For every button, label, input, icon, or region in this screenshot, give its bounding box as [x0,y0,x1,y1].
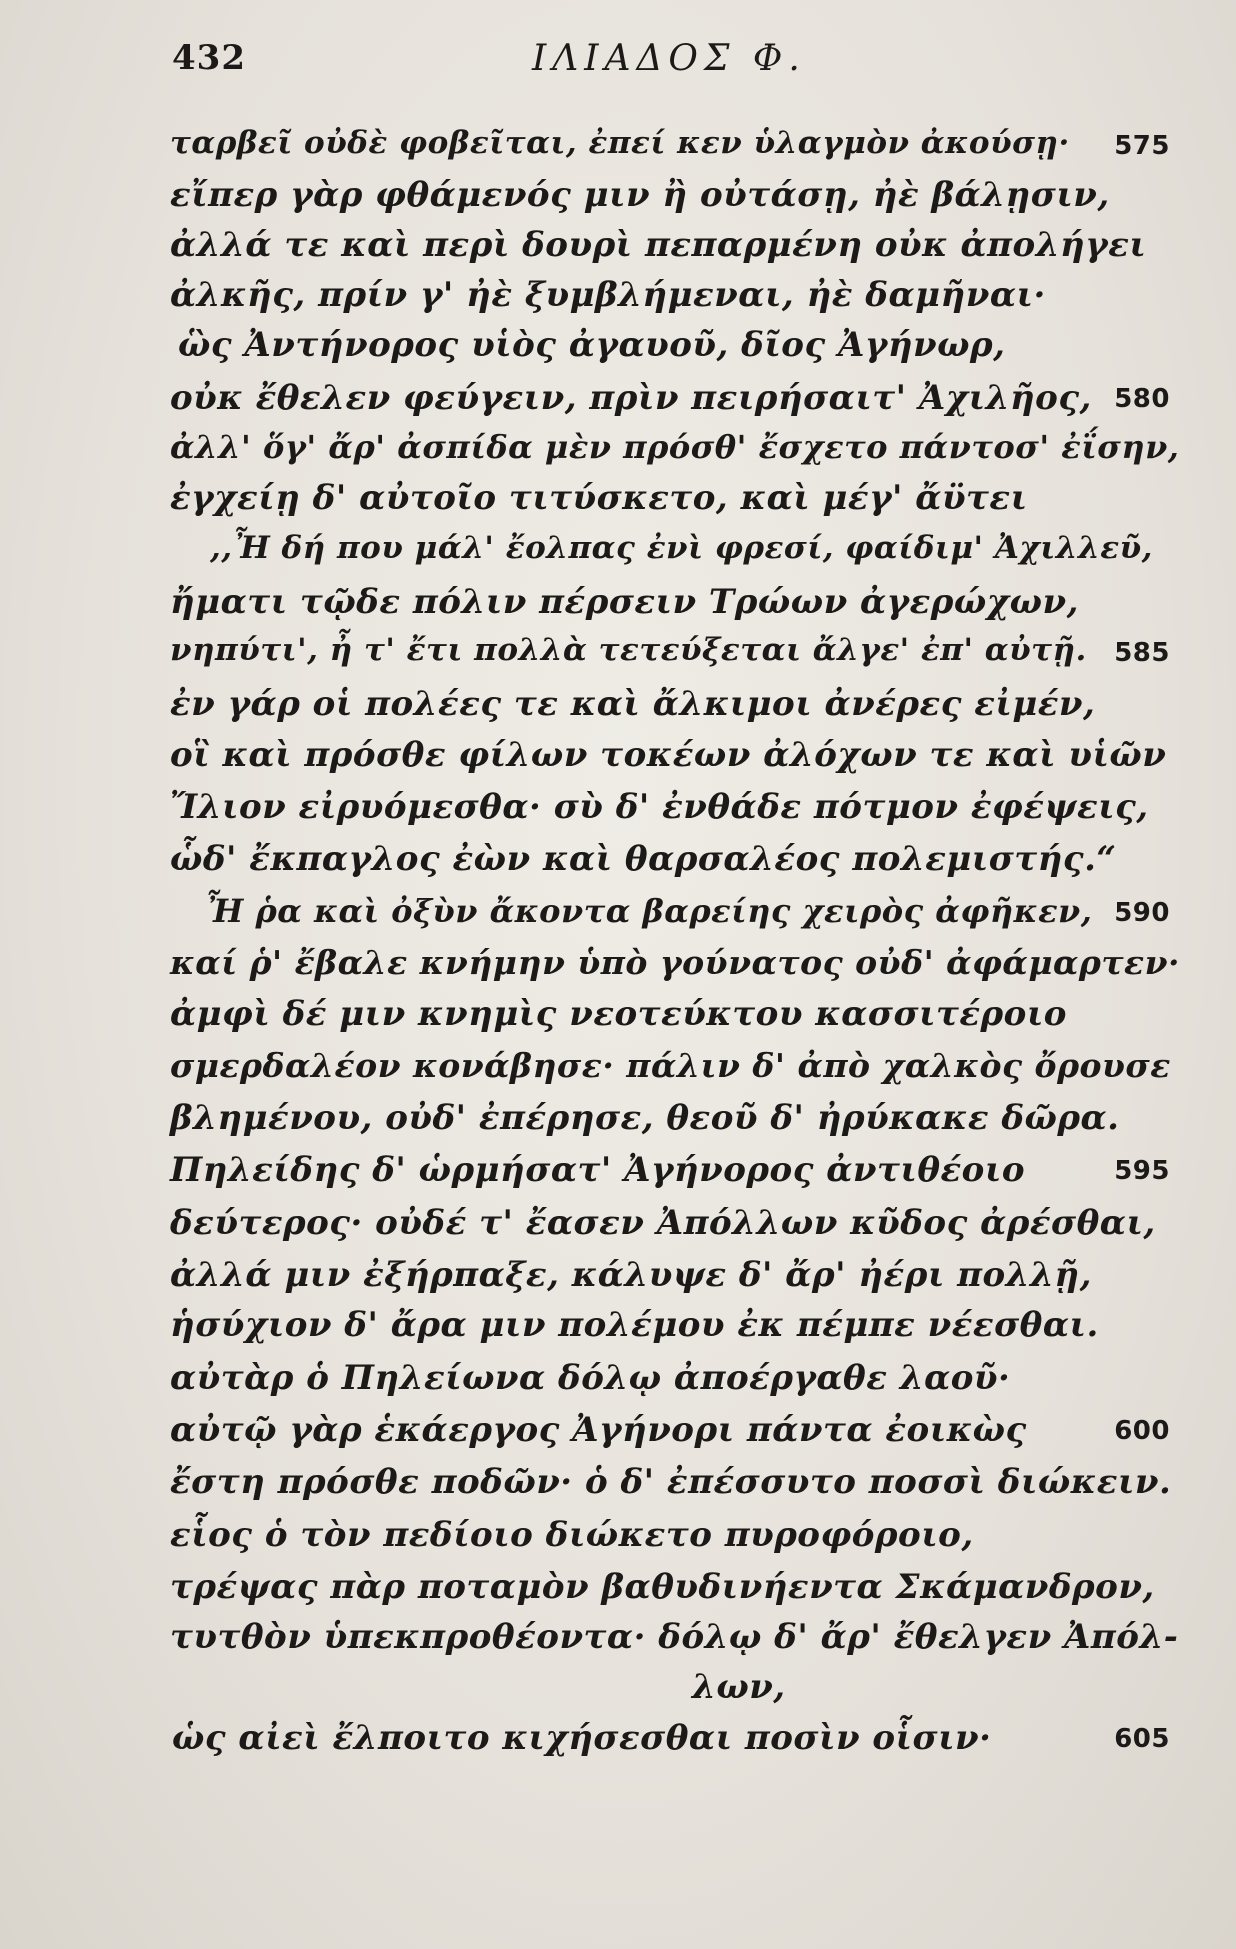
verse-text: ἔστη πρόσθε ποδῶν· ὁ δ' ἐπέσσυτο ποσσὶ διώκειν. [170,1462,1172,1502]
verse-line [0,1203,1236,1253]
verse-text: ἀλλ' ὅγ' ἄρ' ἀσπίδα μὲν πρόσθ' ἔσχετο πάντοσ' ἐΐσην, [170,428,1180,466]
verse-text: αὐτὰρ ὁ Πηλείωνα δόλῳ ἀποέργαθε λαοῦ· [170,1358,1011,1398]
verse-line [0,325,1236,375]
line-number: 575 [1114,131,1170,161]
line-number: 600 [1114,1416,1170,1446]
verse-line [0,1515,1236,1565]
verse-text: νηπύτι', ἦ τ' ἔτι πολλὰ τετεύξεται ἄλγε' ἐπ' αὐτῇ. [170,632,1087,668]
verse-text: ἀλλά μιν ἐξήρπαξε, κάλυψε δ' ἄρ' ἠέρι πολλῇ, [170,1255,1092,1295]
verse-text: εἴπερ γὰρ φθάμενός μιν ἢ οὐτάσῃ, ἠὲ βάλῃσιν, [170,175,1110,215]
verse-text: ὡς αἰεὶ ἔλποιτο κιχήσεσθαι ποσὶν οἷσιν· [172,1718,992,1758]
verse-line [0,1667,1236,1717]
line-number: 590 [1114,898,1170,928]
verse-text: σμερδαλέον κονάβησε· πάλιν δ' ἀπὸ χαλκὸς ὄρουσε [170,1046,1171,1085]
verse-line [0,1567,1236,1617]
verse-line [0,1617,1236,1667]
line-number: 605 [1114,1724,1170,1754]
verse-text: αὐτῷ γὰρ ἑκάεργος Ἀγήνορι πάντα ἐοικὼς [170,1410,1027,1450]
running-title: ΙΛΙΑΔΟΣ Φ. [532,38,806,79]
verse-line [0,1410,1236,1460]
verse-text: εἷος ὁ τὸν πεδίοιο διώκετο πυροφόροιο, [170,1515,974,1555]
verse-line [0,1098,1236,1148]
verse-line [0,1462,1236,1512]
verse-text: ἡσύχιον δ' ἄρα μιν πολέμου ἐκ πέμπε νέεσθαι. [170,1305,1099,1345]
verse-text: βλημένου, οὐδ' ἐπέρησε, θεοῦ δ' ἠρύκακε δῶρα. [170,1098,1120,1138]
line-number: 580 [1114,384,1170,414]
verse-text: δεύτερος· οὐδέ τ' ἔασεν Ἀπόλλων κῦδος ἀρέσθαι, [170,1203,1156,1243]
verse-text: ἐγχείῃ δ' αὐτοῖο τιτύσκετο, καὶ μέγ' ἄϋτει [170,478,1028,518]
verse-text: τυτθὸν ὑπεκπροθέοντα· δόλῳ δ' ἄρ' ἔθελγεν Ἀπόλ- [170,1617,1179,1657]
verse-text: ἀμφὶ δέ μιν κνημὶς νεοτεύκτου κασσιτέροιο [170,994,1067,1034]
verse-text: καί ῥ' ἔβαλε κνήμην ὑπὸ γούνατος οὐδ' ἀφάμαρτεν· [170,943,1180,982]
verse-text: ταρβεῖ οὐδὲ φοβεῖται, ἐπεί κεν ὑλαγμὸν ἀκούσῃ· [170,125,1070,161]
verse-text: ὧδ' ἔκπαγλος ἐὼν καὶ θαρσαλέος πολεμιστής.“ [170,839,1117,879]
verse-text: Πηλείδης δ' ὡρμήσατ' Ἀγήνορος ἀντιθέοιο [170,1150,1025,1190]
verse-text: ἀλλά τε καὶ περὶ δουρὶ πεπαρμένη οὐκ ἀπολήγει [170,225,1147,265]
verse-line [0,1255,1236,1305]
verse-text: τρέψας πὰρ ποταμὸν βαθυδινήεντα Σκάμανδρον, [170,1567,1155,1607]
verse-line [0,175,1236,225]
verse-line [0,943,1236,993]
verse-text: οὐκ ἔθελεν φεύγειν, πρὶν πειρήσαιτ' Ἀχιλῆος, [170,378,1092,418]
verse-line [0,839,1236,889]
verse-line [0,478,1236,528]
line-number: 585 [1114,638,1170,668]
verse-line [0,684,1236,734]
verse-line [0,892,1236,942]
verse-text: ἐν γάρ οἱ πολέες τε καὶ ἄλκιμοι ἀνέρες εἰμέν, [170,684,1096,724]
verse-line [0,582,1236,632]
verse-text: Ἦ ῥα καὶ ὀξὺν ἄκοντα βαρείης χειρὸς ἀφῆκεν, [205,892,1093,930]
verse-line [0,1305,1236,1355]
verse-line [0,428,1236,478]
verse-line [0,1150,1236,1200]
verse-text: ἤματι τῷδε πόλιν πέρσειν Τρώων ἀγερώχων, [170,582,1079,622]
verse-line [0,632,1236,682]
verse-line [0,378,1236,428]
verse-line [0,1718,1236,1768]
verse-line [0,735,1236,785]
verse-line [0,125,1236,175]
verse-line [0,1046,1236,1096]
line-number: 595 [1114,1156,1170,1186]
verse-text: οἳ καὶ πρόσθε φίλων τοκέων ἀλόχων τε καὶ υἱῶν [170,735,1167,775]
page-number: 432 [172,38,246,78]
verse-line [0,787,1236,837]
verse-line [0,994,1236,1044]
verse-text: ,,Ἦ δή που μάλ' ἔολπας ἐνὶ φρεσί, φαίδιμ' Ἀχιλλεῦ, [210,530,1153,566]
verse-text: λων, [692,1667,786,1707]
page-header [172,38,1172,88]
verse-text: ὣς Ἀντήνορος υἱὸς ἀγαυοῦ, δῖος Ἀγήνωρ, [178,325,1006,365]
verse-line [0,530,1236,580]
verse-text: ἀλκῆς, πρίν γ' ἠὲ ξυμβλήμεναι, ἠὲ δαμῆναι· [170,275,1046,315]
verse-line [0,1358,1236,1408]
verse-line [0,225,1236,275]
verse-line [0,275,1236,325]
verse-text: Ἴλιον εἰρυόμεσθα· σὺ δ' ἐνθάδε πότμον ἐφέψεις, [170,787,1149,827]
